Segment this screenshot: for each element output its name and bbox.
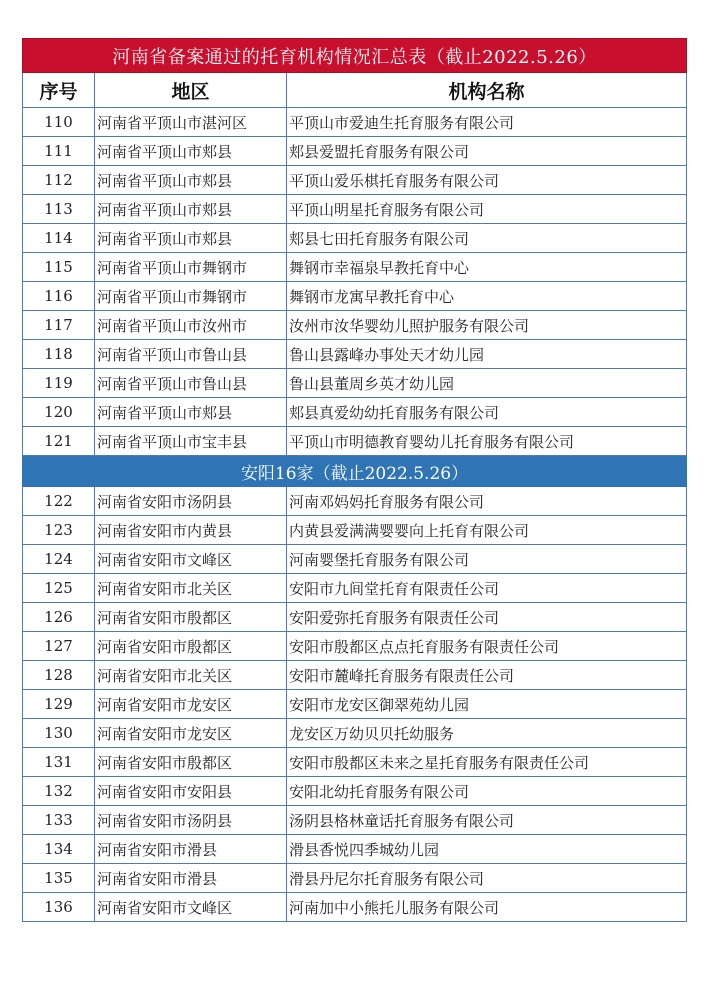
table-row [23, 311, 687, 340]
row-region: 河南省安阳市汤阴县 [95, 487, 287, 516]
row-region: 河南省安阳市殷都区 [95, 632, 287, 661]
table-row [23, 632, 687, 661]
row-institution-name: 安阳市九间堂托育有限责任公司 [287, 574, 687, 603]
row-region: 河南省安阳市安阳县 [95, 777, 287, 806]
row-number: 110 [23, 108, 95, 137]
table-row [23, 893, 687, 922]
row-region: 河南省安阳市文峰区 [95, 893, 287, 922]
row-number: 116 [23, 282, 95, 311]
section-row [23, 456, 687, 487]
table-row [23, 369, 687, 398]
table-row [23, 835, 687, 864]
table-row [23, 777, 687, 806]
row-region: 河南省安阳市北关区 [95, 574, 287, 603]
summary-table-sheet [22, 38, 686, 922]
row-number: 121 [23, 427, 95, 456]
table-row [23, 806, 687, 835]
row-institution-name: 安阳北幼托育服务有限公司 [287, 777, 687, 806]
row-institution-name: 舞钢市龙寓早教托育中心 [287, 282, 687, 311]
table-row [23, 253, 687, 282]
row-number: 126 [23, 603, 95, 632]
row-institution-name: 郏县七田托育服务有限公司 [287, 224, 687, 253]
row-region: 河南省平顶山市舞钢市 [95, 282, 287, 311]
row-institution-name: 内黄县爱满满婴婴向上托育有限公司 [287, 516, 687, 545]
row-institution-name: 汤阴县格林童话托育服务有限公司 [287, 806, 687, 835]
table-row [23, 166, 687, 195]
row-institution-name: 平顶山明星托育服务有限公司 [287, 195, 687, 224]
registration-table [22, 38, 687, 922]
header-region: 地区 [95, 73, 287, 108]
row-number: 134 [23, 835, 95, 864]
table-row [23, 690, 687, 719]
row-number: 132 [23, 777, 95, 806]
table-row [23, 137, 687, 166]
row-region: 河南省安阳市滑县 [95, 835, 287, 864]
row-region: 河南省平顶山市舞钢市 [95, 253, 287, 282]
row-number: 136 [23, 893, 95, 922]
row-number: 123 [23, 516, 95, 545]
row-institution-name: 龙安区万幼贝贝托幼服务 [287, 719, 687, 748]
row-institution-name: 鲁山县董周乡英才幼儿园 [287, 369, 687, 398]
table-row [23, 864, 687, 893]
row-region: 河南省安阳市殷都区 [95, 748, 287, 777]
row-region: 河南省安阳市北关区 [95, 661, 287, 690]
table-row [23, 545, 687, 574]
row-institution-name: 舞钢市幸福泉早教托育中心 [287, 253, 687, 282]
row-region: 河南省平顶山市郏县 [95, 398, 287, 427]
row-region: 河南省安阳市文峰区 [95, 545, 287, 574]
table-row [23, 427, 687, 456]
row-number: 117 [23, 311, 95, 340]
table-row [23, 195, 687, 224]
row-number: 127 [23, 632, 95, 661]
table-title: 河南省备案通过的托育机构情况汇总表（截止2022.5.26） [23, 39, 687, 73]
row-region: 河南省平顶山市宝丰县 [95, 427, 287, 456]
row-institution-name: 河南邓妈妈托育服务有限公司 [287, 487, 687, 516]
row-institution-name: 平顶山市明德教育婴幼儿托育服务有限公司 [287, 427, 687, 456]
row-number: 122 [23, 487, 95, 516]
row-number: 129 [23, 690, 95, 719]
row-number: 111 [23, 137, 95, 166]
row-region: 河南省安阳市龙安区 [95, 690, 287, 719]
row-institution-name: 安阳爱弥托育服务有限责任公司 [287, 603, 687, 632]
row-institution-name: 汝州市汝华婴幼儿照护服务有限公司 [287, 311, 687, 340]
row-number: 131 [23, 748, 95, 777]
row-institution-name: 滑县丹尼尔托育服务有限公司 [287, 864, 687, 893]
row-number: 114 [23, 224, 95, 253]
row-region: 河南省平顶山市鲁山县 [95, 369, 287, 398]
row-institution-name: 安阳市殷都区未来之星托育服务有限责任公司 [287, 748, 687, 777]
row-region: 河南省平顶山市汝州市 [95, 311, 287, 340]
table-row [23, 398, 687, 427]
header-num: 序号 [23, 73, 95, 108]
table-row [23, 108, 687, 137]
header-name: 机构名称 [287, 73, 687, 108]
row-number: 113 [23, 195, 95, 224]
row-region: 河南省安阳市滑县 [95, 864, 287, 893]
table-row [23, 574, 687, 603]
header-row [23, 73, 687, 108]
table-row [23, 340, 687, 369]
row-institution-name: 平顶山爱乐棋托育服务有限公司 [287, 166, 687, 195]
table-row [23, 719, 687, 748]
row-region: 河南省安阳市殷都区 [95, 603, 287, 632]
table-row [23, 603, 687, 632]
row-number: 128 [23, 661, 95, 690]
row-number: 135 [23, 864, 95, 893]
table-row [23, 224, 687, 253]
row-institution-name: 河南加中小熊托儿服务有限公司 [287, 893, 687, 922]
row-region: 河南省平顶山市湛河区 [95, 108, 287, 137]
table-row [23, 748, 687, 777]
table-row [23, 661, 687, 690]
row-number: 115 [23, 253, 95, 282]
row-number: 112 [23, 166, 95, 195]
row-institution-name: 平顶山市爱迪生托育服务有限公司 [287, 108, 687, 137]
row-region: 河南省平顶山市鲁山县 [95, 340, 287, 369]
row-number: 120 [23, 398, 95, 427]
row-region: 河南省平顶山市郏县 [95, 195, 287, 224]
row-number: 133 [23, 806, 95, 835]
row-number: 125 [23, 574, 95, 603]
row-institution-name: 郏县爱盟托育服务有限公司 [287, 137, 687, 166]
row-number: 130 [23, 719, 95, 748]
table-row [23, 487, 687, 516]
row-institution-name: 滑县香悦四季城幼儿园 [287, 835, 687, 864]
row-institution-name: 安阳市龙安区御翠苑幼儿园 [287, 690, 687, 719]
title-row [23, 39, 687, 73]
section-title: 安阳16家（截止2022.5.26） [23, 456, 687, 487]
row-institution-name: 河南婴堡托育服务有限公司 [287, 545, 687, 574]
row-number: 124 [23, 545, 95, 574]
row-region: 河南省安阳市汤阴县 [95, 806, 287, 835]
row-region: 河南省安阳市内黄县 [95, 516, 287, 545]
row-region: 河南省平顶山市郏县 [95, 224, 287, 253]
row-region: 河南省平顶山市郏县 [95, 166, 287, 195]
table-row [23, 516, 687, 545]
row-institution-name: 安阳市麓峰托育服务有限责任公司 [287, 661, 687, 690]
row-number: 118 [23, 340, 95, 369]
row-institution-name: 鲁山县露峰办事处天才幼儿园 [287, 340, 687, 369]
table-row [23, 282, 687, 311]
row-institution-name: 郏县真爱幼幼托育服务有限公司 [287, 398, 687, 427]
row-region: 河南省平顶山市郏县 [95, 137, 287, 166]
row-number: 119 [23, 369, 95, 398]
row-region: 河南省安阳市龙安区 [95, 719, 287, 748]
row-institution-name: 安阳市殷都区点点托育服务有限责任公司 [287, 632, 687, 661]
